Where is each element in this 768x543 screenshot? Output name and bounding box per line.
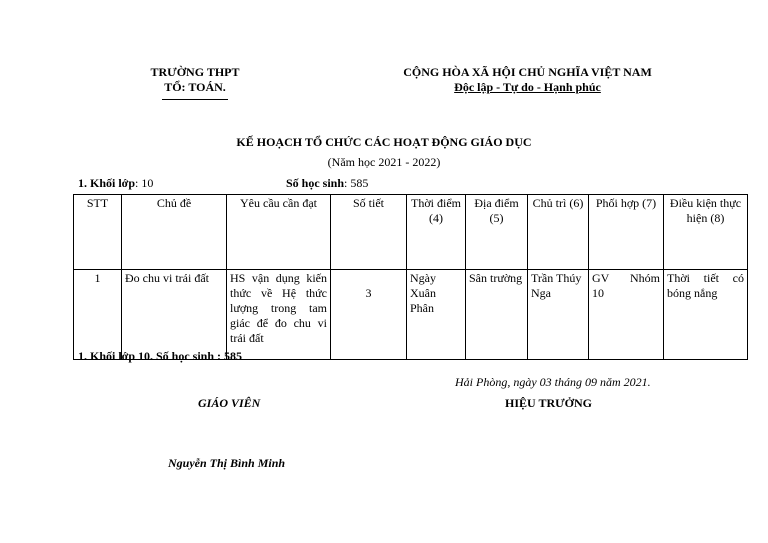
footer-students: . Số học sinh : 585 <box>150 349 243 363</box>
cell-requirement: HS vận dụng kiến thức về Hệ thức lượng trong tam giác để đo chu vi trái đất <box>227 270 331 360</box>
motto <box>360 80 695 95</box>
coop-line <box>592 271 660 286</box>
cell-time: Ngày Xuân Phân <box>407 270 466 360</box>
cell-topic: Đo chu vi trái đất <box>122 270 227 360</box>
footer-grade-info <box>78 349 242 364</box>
footer-grade-label: 1. Khối lớp <box>78 349 135 363</box>
col-header-host: Chủ trì (6) <box>528 195 589 270</box>
plan-table <box>73 194 748 360</box>
students-label: Số học sinh <box>286 176 345 190</box>
school-underline <box>162 99 228 100</box>
col-header-stt: STT <box>74 195 122 270</box>
school-year: (Năm học 2021 - 2022) <box>327 155 441 169</box>
teacher-name: Nguyễn Thị Bình Minh <box>168 456 286 470</box>
cell-condition: Thời tiết có bóng nắng <box>664 270 748 360</box>
coop-group: Nhóm <box>630 271 660 285</box>
cell-coop <box>589 270 664 360</box>
col-header-requirement: Yêu cầu cần đạt <box>227 195 331 270</box>
team-name: TỔ: TOÁN. <box>164 80 226 94</box>
cell-host: Trần Thúy Nga <box>528 270 589 360</box>
teacher-title: GIÁO VIÊN <box>198 396 261 410</box>
table-header-row <box>74 195 748 270</box>
place-date: Hải Phòng, ngày 03 tháng 09 năm 2021. <box>455 375 651 389</box>
students-value: : 585 <box>344 176 369 190</box>
country-name: CỘNG HÒA XÃ HỘI CHỦ NGHĨA VIỆT NAM <box>403 65 652 79</box>
school-name: TRƯỜNG THPT <box>150 65 240 79</box>
page-title: KẾ HOẠCH TỔ CHỨC CÁC HOẠT ĐỘNG GIÁO DỤC <box>236 135 532 149</box>
students-info <box>286 176 368 191</box>
col-header-time: Thời điểm (4) <box>407 195 466 270</box>
cell-place: Sân trường <box>466 270 528 360</box>
col-header-condition: Điều kiện thực hiện (8) <box>664 195 748 270</box>
grade-info <box>78 176 153 191</box>
col-header-coop: Phối hợp (7) <box>589 195 664 270</box>
footer-grade-value: 10 <box>138 349 150 363</box>
cell-stt: 1 <box>74 270 122 360</box>
col-header-place: Địa điểm (5) <box>466 195 528 270</box>
col-header-topic: Chủ đề <box>122 195 227 270</box>
principal-title: HIỆU TRƯỞNG <box>505 396 593 410</box>
motto-text: Độc lập - Tự do - Hạnh phúc <box>454 80 601 94</box>
col-header-periods: Số tiết <box>331 195 407 270</box>
cell-periods: 3 <box>331 270 407 360</box>
grade-value: : 10 <box>135 176 154 190</box>
table-row <box>74 270 748 360</box>
coop-grade: 10 <box>592 286 604 300</box>
coop-gv: GV <box>592 271 610 285</box>
grade-label: 1. Khối lớp <box>78 176 135 190</box>
